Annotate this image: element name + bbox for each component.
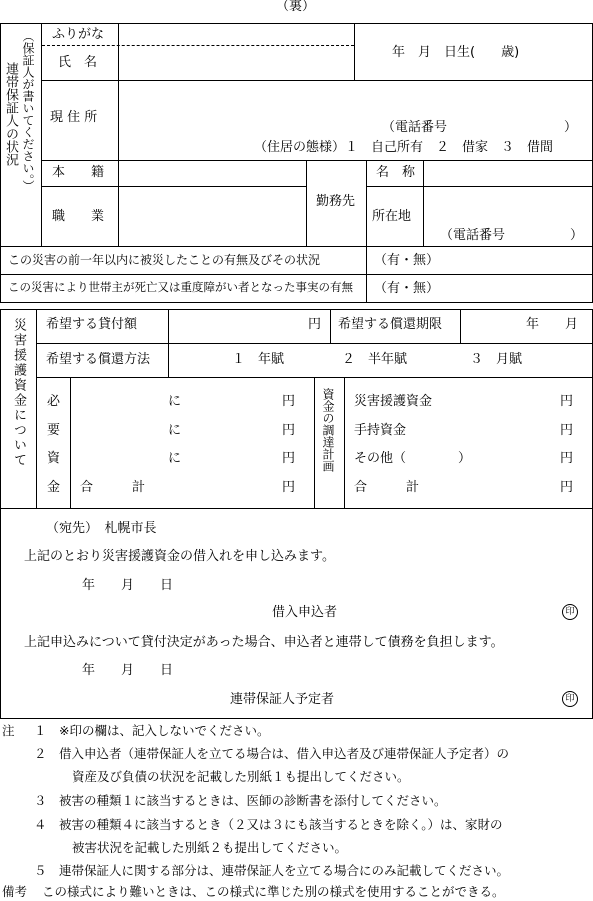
birth-label: 年 月 日生( 歳) [392,45,520,60]
needs-total-yen: 円 [282,480,296,495]
guarantor-statement: 上記申込みについて貸付決定があった場合、申込者と連帯して債務を負担します。 [24,635,504,650]
loan-section-label: 災害援護資金について [11,318,26,468]
needs-ni-3: に [168,451,182,466]
needs-char-4: 金 [47,480,61,495]
name-label: 氏 名 [58,55,98,70]
desired-period-unit: 年 月 [526,317,579,332]
address-label: 現 住 所 [50,110,98,125]
needs-yen-3: 円 [282,451,296,466]
remark-lead: 備考 [2,884,28,899]
furigana-label: ふりがな [52,27,105,42]
past-disaster-value: （有・無） [374,253,440,268]
needs-char-1: 必 [47,394,61,409]
remark-text: この様式により難いときは、この様式に準じた別の様式を使用することができる。 [42,884,505,899]
needs-yen-2: 円 [282,423,296,438]
needs-ni-1: に [168,394,182,409]
desired-period-label: 希望する償還期限 [338,317,443,332]
desired-amount-label: 希望する貸付額 [46,317,138,332]
funding-yen-2: 円 [560,423,574,438]
addressee: （宛先） 札幌市長 [46,521,157,536]
repay-option-1: １ 年賦 [232,352,285,367]
needs-ni-2: に [168,423,182,438]
note-item-3: ３ 被害の種類１に該当するときは、医師の診断書を添付してください。 [34,793,447,808]
application-statement: 上記のとおり災害援護資金の借入れを申し込みます。 [24,549,335,564]
death-value: （有・無） [374,281,440,296]
domicile-label: 本 籍 [52,165,105,180]
workplace-label: 勤務先 [316,194,356,209]
needs-char-2: 要 [47,423,61,438]
death-label: この災害により世帯主が死亡又は重度障がい者となった事実の有無 [8,280,353,294]
needs-yen-1: 円 [282,394,296,409]
company-address-label: 所在地 [372,209,412,224]
funding-item-1: 災害援護資金 [354,394,433,409]
needs-total-label: 合 計 [80,480,146,495]
side-label: （裏） [276,0,316,14]
desired-amount-unit: 円 [308,317,322,332]
guarantor-section-note: （保証人が書いてください。） [21,30,35,192]
company-phone-label: （電話番号 ） [440,228,584,243]
repay-option-3: ３ 月賦 [470,352,523,367]
applicant-label: 借入申込者 [272,605,338,620]
notes-lead: 注 [2,723,15,738]
past-disaster-label: この災害の前一年以内に被災したことの有無及びその状況 [8,253,321,267]
note-item-5: ５ 連帯保証人に関する部分は、連帯保証人を立てる場合にのみ記載してください。 [34,863,510,878]
residence-label: （住居の態様）１ 自己所有 ２ 借家 ３ 借間 [254,140,554,155]
applicant-seal-icon: 印 [562,604,578,620]
guarantor-seal-icon: 印 [562,691,578,707]
funding-item-2: 手持資金 [354,423,407,438]
note-item-2b: 資産及び負債の状況を記載した別紙１も提出してください。 [72,769,410,784]
application-date: 年 月 日 [82,578,174,593]
guarantor-section-label: 連帯保証人の状況 [3,62,18,166]
funding-yen-3: 円 [560,451,574,466]
company-name-label: 名 称 [376,165,416,180]
note-item-4b: 被害状況を記載した別紙２も提出してください。 [72,840,348,855]
note-item-2: ２ 借入申込者（連帯保証人を立てる場合は、借入申込者及び連帯保証人予定者）の [34,746,510,761]
note-item-1: １ ※印の欄は、記入しないでください。 [34,723,270,738]
funding-yen-4: 円 [560,480,574,495]
note-item-4: ４ 被害の種類４に該当するとき（２又は３にも該当するときを除く。）は、家財の [34,817,503,832]
funding-yen-1: 円 [560,394,574,409]
guarantor-date: 年 月 日 [82,663,174,678]
guarantor-label: 連帯保証人予定者 [230,692,335,707]
funding-item-4: 合 計 [354,480,420,495]
funding-item-3: その他（ ） [354,451,472,466]
funding-label: 資金の調達計画 [321,388,335,472]
needs-char-3: 資 [47,451,61,466]
occupation-label: 職 業 [52,209,105,224]
phone-label: （電話番号 ） [382,120,578,135]
repay-option-2: ２ 半年賦 [342,352,408,367]
repay-method-label: 希望する償還方法 [46,352,151,367]
